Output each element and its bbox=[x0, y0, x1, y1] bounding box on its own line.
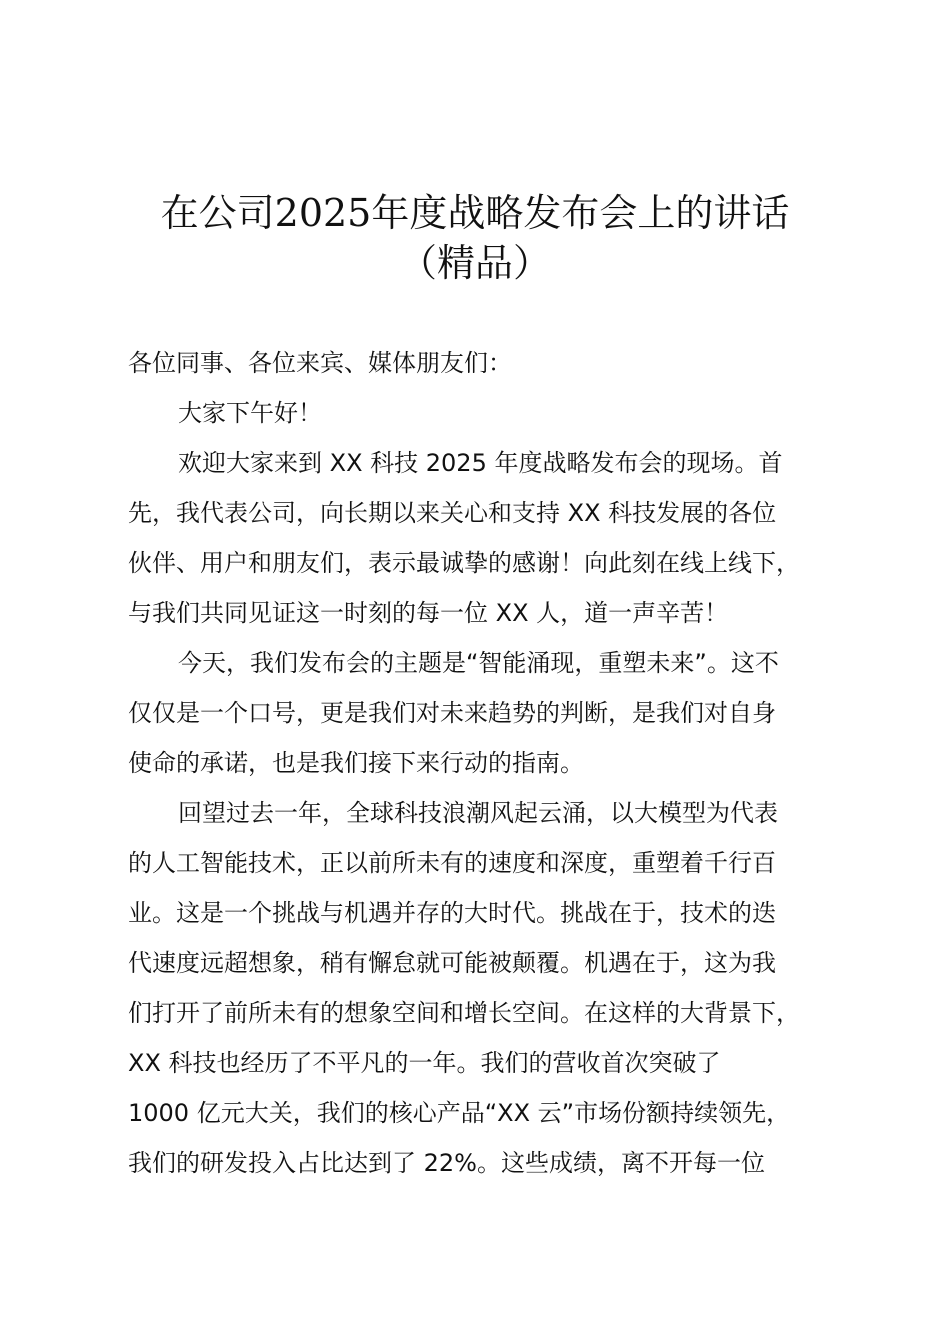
paragraph-line: 的人工智能技术，正以前所未有的速度和深度，重塑着千行百 bbox=[128, 849, 776, 877]
paragraph bbox=[128, 788, 828, 1188]
document-body bbox=[128, 338, 828, 1188]
paragraph-line: 伙伴、用户和朋友们，表示最诚挚的感谢！向此刻在线上线下， bbox=[128, 549, 800, 577]
paragraph-line: 业。这是一个挑战与机遇并存的大时代。挑战在于，技术的迭 bbox=[128, 899, 776, 927]
paragraphs bbox=[128, 388, 828, 1188]
document-title bbox=[0, 188, 950, 288]
paragraph-line: 我们的研发投入占比达到了 22%。这些成绩，离不开每一位 bbox=[128, 1149, 765, 1177]
paragraph-line: 回望过去一年，全球科技浪潮风起云涌，以大模型为代表 bbox=[178, 799, 778, 827]
paragraph-line: 1000 亿元大关，我们的核心产品“XX 云”市场份额持续领先， bbox=[128, 1099, 791, 1127]
paragraph bbox=[128, 388, 828, 438]
paragraph-line: 仅仅是一个口号，更是我们对未来趋势的判断，是我们对自身 bbox=[128, 699, 776, 727]
paragraph-line: XX 科技也经历了不平凡的一年。我们的营收首次突破了 bbox=[128, 1049, 721, 1077]
paragraph-line: 使命的承诺，也是我们接下来行动的指南。 bbox=[128, 749, 584, 777]
paragraph-line: 先，我代表公司，向长期以来关心和支持 XX 科技发展的各位 bbox=[128, 499, 777, 527]
paragraph-line: 们打开了前所未有的想象空间和增长空间。在这样的大背景下， bbox=[128, 999, 800, 1027]
paragraph-line: 今天，我们发布会的主题是“智能涌现，重塑未来”。这不 bbox=[178, 649, 779, 677]
paragraph-line: 代速度远超想象，稍有懈怠就可能被颠覆。机遇在于，这为我 bbox=[128, 949, 776, 977]
paragraph bbox=[128, 438, 828, 638]
paragraph-line: 与我们共同见证这一时刻的每一位 XX 人，道一声辛苦！ bbox=[128, 599, 729, 627]
salutation: 各位同事、各位来宾、媒体朋友们： bbox=[128, 349, 512, 377]
paragraph bbox=[128, 638, 828, 788]
paragraph-line: 大家下午好！ bbox=[178, 399, 322, 427]
title-line-1: 在公司2025年度战略发布会上的讲话 bbox=[160, 191, 790, 235]
paragraph-line: 欢迎大家来到 XX 科技 2025 年度战略发布会的现场。首 bbox=[178, 449, 783, 477]
title-line-2: （精品） bbox=[398, 241, 551, 285]
